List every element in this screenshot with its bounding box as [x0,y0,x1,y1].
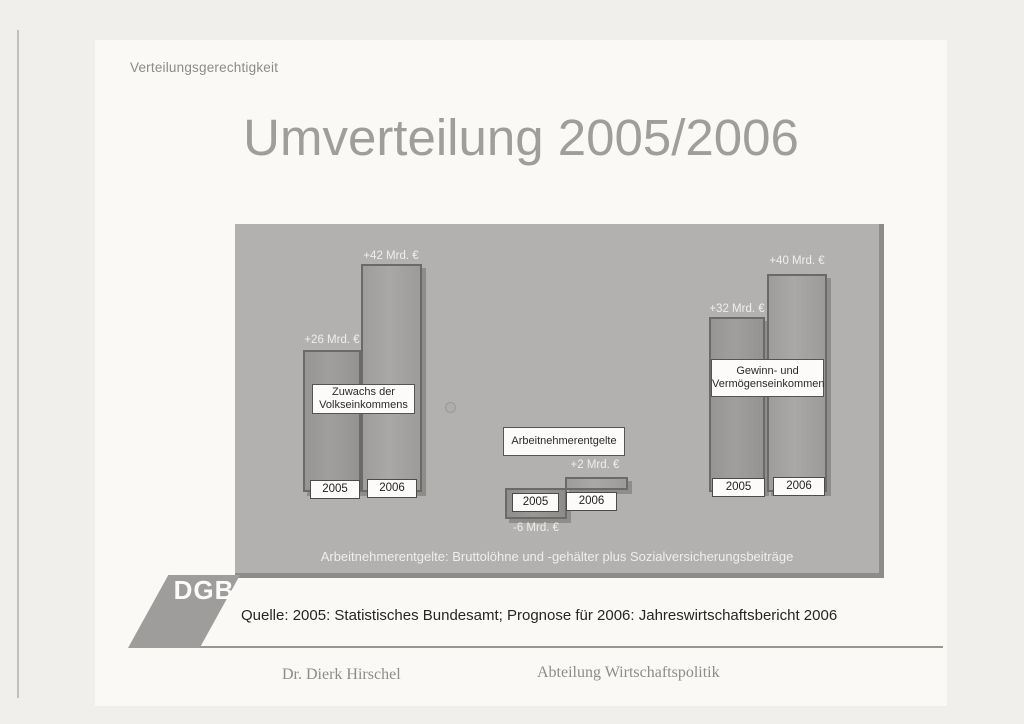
dgb-logo [128,575,240,648]
slide [95,40,947,706]
value-label-volkseinkommen-2005: +26 Mrd. € [304,334,360,346]
bar-volkseinkommen-2005 [303,350,361,492]
group-label-line: Gewinn- und [736,365,799,377]
group-label-line: Vermögenseinkommen [712,378,825,390]
scan-artifact-dot [445,402,456,413]
footer-department: Abteilung Wirtschaftspolitik [537,664,720,681]
bar-gewinneinkommen-2005 [709,317,765,492]
group-label-line: Arbeitnehmerentgelte [511,435,617,447]
category-header: Verteilungsgerechtigkeit [130,60,279,75]
slide-title: Umverteilung 2005/2006 [243,109,799,166]
footer-divider [130,646,943,648]
dgb-logo-text: DGB [173,575,235,605]
footer-author: Dr. Dierk Hirschel [282,666,401,683]
year-label-2006: 2006 [566,492,617,511]
year-label-2005: 2005 [512,493,559,512]
group-label-line: Volkseinkommens [319,399,408,411]
chart-caption: Arbeitnehmerentgelte: Bruttolöhne und -gehälter plus Sozialversicherungsbeiträge [320,549,794,564]
group-label-line: Zuwachs der [332,386,395,398]
year-label-2005: 2005 [310,480,360,499]
value-label-gewinneinkommen-2005: +32 Mrd. € [709,303,765,315]
group-label-arbeitnehmerentgelte [503,427,625,456]
year-label-2006: 2006 [773,477,825,496]
value-label-arbeitnehmerentgelte-2006: +2 Mrd. € [570,459,620,471]
value-label-arbeitnehmerentgelte-2005: -6 Mrd. € [512,522,559,534]
bar-chart [235,224,884,578]
year-label-2006: 2006 [367,479,417,498]
group-label-volkseinkommen [312,384,415,414]
group-label-gewinneinkommen [711,359,824,397]
scan-artifact-line [17,30,19,698]
bar-volkseinkommen-2006 [361,264,422,492]
value-label-gewinneinkommen-2006: +40 Mrd. € [769,255,825,267]
bar-arbeitnehmerentgelte-2006 [565,477,628,490]
source-line: Quelle: 2005: Statistisches Bundesamt; Prognose für 2006: Jahreswirtschaftsbericht 2006 [241,607,838,624]
year-label-2005: 2005 [712,478,765,497]
value-label-volkseinkommen-2006: +42 Mrd. € [363,250,419,262]
